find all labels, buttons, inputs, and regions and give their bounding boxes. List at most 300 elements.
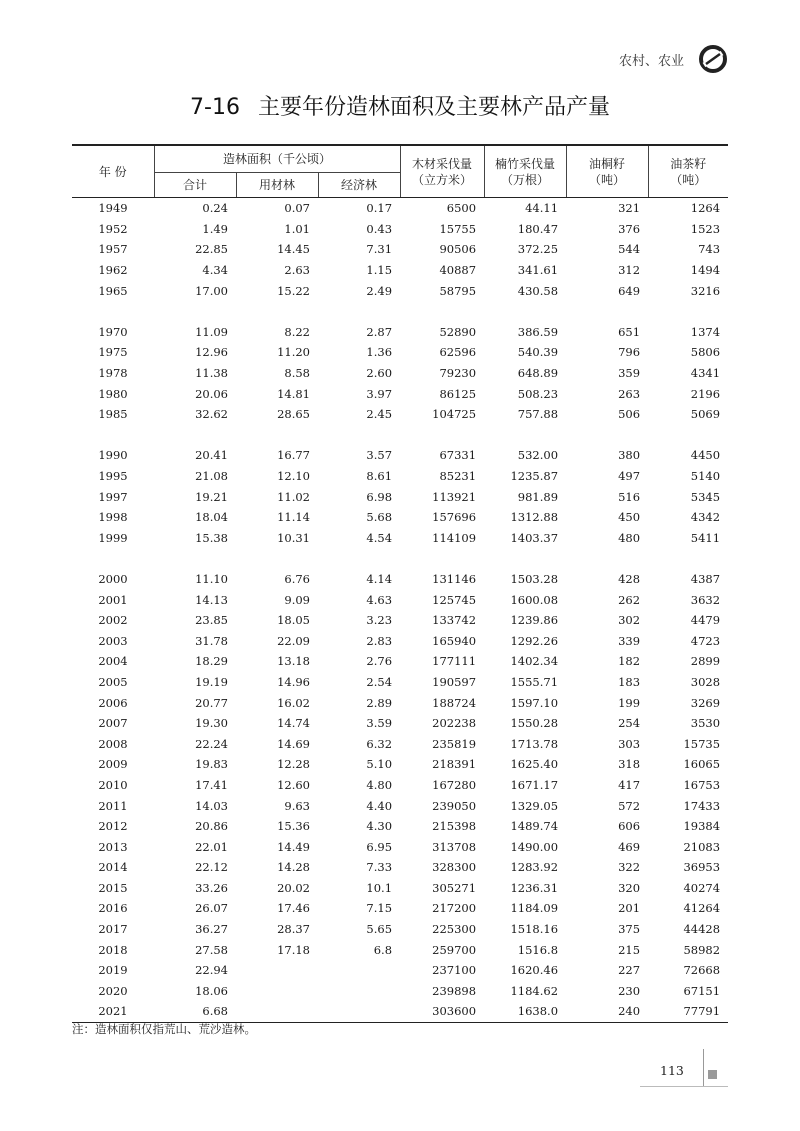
bamboo-harvest-cell: 1516.8 xyxy=(517,942,559,957)
bamboo-harvest-cell: 386.59 xyxy=(517,324,559,339)
year-cell: 2005 xyxy=(98,674,128,689)
timber-harvest-cell: 86125 xyxy=(439,386,477,401)
timber-forest-cell: 16.77 xyxy=(277,448,310,463)
timber-forest-cell: 14.49 xyxy=(277,839,310,854)
year-cell: 2009 xyxy=(98,757,128,772)
timber-harvest-cell: 114109 xyxy=(432,530,477,545)
bamboo-harvest-cell: 1292.26 xyxy=(510,633,559,648)
year-cell: 2004 xyxy=(98,654,128,669)
timber-harvest-cell: 67331 xyxy=(439,448,477,463)
tea-oil-seed-cell: 4342 xyxy=(690,510,721,525)
economic-forest-cell: 4.14 xyxy=(366,571,393,586)
year-cell: 1949 xyxy=(98,201,128,216)
tea-oil-seed-cell: 3216 xyxy=(690,283,721,298)
table-row xyxy=(72,239,728,260)
table-row xyxy=(72,466,728,487)
table-row xyxy=(72,445,728,466)
tung-seed-cell: 262 xyxy=(618,592,641,607)
spacer-cell xyxy=(72,425,728,446)
table-row xyxy=(72,816,728,837)
year-cell: 2008 xyxy=(98,736,128,751)
economic-forest-cell: 2.49 xyxy=(366,283,393,298)
bamboo-harvest-cell: 180.47 xyxy=(517,221,559,236)
timber-harvest-cell: 131146 xyxy=(432,571,477,586)
timber-harvest-cell: 52890 xyxy=(439,324,477,339)
timber-harvest-cell: 58795 xyxy=(439,283,477,298)
tea-oil-seed-cell: 4387 xyxy=(690,571,721,586)
tea-oil-seed-cell: 5345 xyxy=(690,489,721,504)
table-row xyxy=(72,713,728,734)
year-cell: 1997 xyxy=(98,489,128,504)
timber-harvest-cell: 15755 xyxy=(439,221,477,236)
total-cell: 22.24 xyxy=(195,736,228,751)
total-cell: 19.19 xyxy=(195,674,228,689)
tea-oil-seed-cell: 67151 xyxy=(683,983,721,998)
table-row xyxy=(72,569,728,590)
timber-forest-cell: 11.02 xyxy=(277,489,310,504)
page-number: 113 xyxy=(660,1063,684,1078)
year-cell: 2017 xyxy=(98,922,128,937)
year-cell: 2001 xyxy=(98,592,128,607)
year-cell: 1962 xyxy=(98,263,128,278)
year-cell: 1965 xyxy=(98,283,128,298)
header-total: 合计 xyxy=(154,173,236,198)
year-cell: 2007 xyxy=(98,716,128,731)
tung-seed-cell: 506 xyxy=(618,407,641,422)
timber-harvest-cell: 188724 xyxy=(432,695,477,710)
page-header xyxy=(619,44,728,74)
economic-forest-cell: 5.68 xyxy=(366,510,393,525)
economic-forest-cell: 4.40 xyxy=(366,798,393,813)
bamboo-harvest-cell: 1235.87 xyxy=(510,469,559,484)
timber-forest-cell: 11.20 xyxy=(277,345,310,360)
tung-seed-cell: 320 xyxy=(618,880,641,895)
page-title xyxy=(0,90,800,121)
tea-oil-seed-cell: 4723 xyxy=(690,633,721,648)
tung-seed-cell: 796 xyxy=(618,345,641,360)
bamboo-harvest-cell: 532.00 xyxy=(517,448,559,463)
bamboo-harvest-cell: 1329.05 xyxy=(510,798,559,813)
total-cell: 14.03 xyxy=(195,798,228,813)
table-row xyxy=(72,486,728,507)
tea-oil-seed-cell: 3028 xyxy=(690,674,721,689)
timber-forest-cell: 12.60 xyxy=(277,777,310,792)
timber-harvest-cell: 113921 xyxy=(432,489,477,504)
timber-forest-cell: 14.45 xyxy=(277,242,310,257)
timber-forest-cell: 0.07 xyxy=(284,201,310,216)
timber-forest-cell: 14.74 xyxy=(277,716,310,731)
year-cell: 1957 xyxy=(98,242,128,257)
total-cell: 1.49 xyxy=(202,221,228,236)
year-cell: 1952 xyxy=(98,221,128,236)
timber-harvest-cell: 85231 xyxy=(439,469,477,484)
group-spacer xyxy=(72,301,728,322)
economic-forest-cell: 7.15 xyxy=(366,901,393,916)
total-cell: 11.09 xyxy=(195,324,228,339)
year-cell: 2012 xyxy=(98,819,128,834)
timber-forest-cell: 12.28 xyxy=(277,757,310,772)
tung-seed-cell: 376 xyxy=(618,221,641,236)
economic-forest-cell: 4.63 xyxy=(366,592,393,607)
timber-harvest-cell: 165940 xyxy=(432,633,477,648)
year-cell: 2006 xyxy=(98,695,128,710)
tea-oil-seed-cell: 44428 xyxy=(683,922,721,937)
header-tung-seed: 油桐籽 （吨） xyxy=(566,145,648,198)
table-row xyxy=(72,939,728,960)
timber-forest-cell: 20.02 xyxy=(277,880,310,895)
tea-oil-seed-cell: 5140 xyxy=(690,469,721,484)
total-cell: 0.24 xyxy=(202,201,228,216)
tea-oil-seed-cell: 5069 xyxy=(690,407,721,422)
year-cell: 2016 xyxy=(98,901,128,916)
economic-forest-cell: 7.33 xyxy=(366,860,393,875)
year-cell: 2019 xyxy=(98,963,128,978)
total-cell: 18.06 xyxy=(195,983,228,998)
economic-forest-cell: 6.95 xyxy=(366,839,393,854)
year-cell: 2021 xyxy=(72,1001,154,1022)
economic-forest-cell xyxy=(318,1001,400,1022)
table-row xyxy=(72,528,728,549)
total-cell: 6.68 xyxy=(154,1001,236,1022)
timber-forest-cell xyxy=(236,1001,318,1022)
table-row xyxy=(72,610,728,631)
tea-oil-seed-cell: 19384 xyxy=(683,819,721,834)
table-title: 主要年份造林面积及主要林产品产量 xyxy=(257,95,610,120)
economic-forest-cell: 5.65 xyxy=(366,922,393,937)
footer-rule xyxy=(640,1086,728,1087)
year-cell: 1980 xyxy=(98,386,128,401)
table-row xyxy=(72,960,728,981)
timber-forest-cell: 14.81 xyxy=(277,386,310,401)
economic-forest-cell: 2.76 xyxy=(366,654,393,669)
bamboo-harvest-cell: 1283.92 xyxy=(510,860,559,875)
tung-seed-cell: 254 xyxy=(618,716,641,731)
tung-seed-cell: 417 xyxy=(618,777,641,792)
bamboo-harvest-cell: 648.89 xyxy=(517,366,559,381)
table-row xyxy=(72,589,728,610)
timber-harvest-cell: 6500 xyxy=(446,201,477,216)
table-row xyxy=(72,981,728,1002)
bamboo-harvest-cell: 1403.37 xyxy=(510,530,559,545)
tea-oil-seed-cell: 2899 xyxy=(690,654,721,669)
economic-forest-cell: 4.80 xyxy=(366,777,393,792)
total-cell: 15.38 xyxy=(195,530,228,545)
bamboo-harvest-cell: 1184.62 xyxy=(510,983,559,998)
bamboo-harvest-cell: 1489.74 xyxy=(510,819,559,834)
timber-forest-cell: 14.28 xyxy=(277,860,310,875)
timber-harvest-cell: 104725 xyxy=(432,407,477,422)
table-row xyxy=(72,857,728,878)
tung-seed-cell: 302 xyxy=(618,613,641,628)
year-cell: 2013 xyxy=(98,839,128,854)
year-cell: 1975 xyxy=(98,345,128,360)
table-body xyxy=(72,198,728,1023)
economic-forest-cell: 1.36 xyxy=(366,345,393,360)
group-spacer xyxy=(72,425,728,446)
timber-harvest-cell: 157696 xyxy=(432,510,477,525)
timber-harvest-cell: 313708 xyxy=(432,839,477,854)
tea-oil-seed-cell: 77791 xyxy=(648,1001,728,1022)
total-cell: 12.96 xyxy=(195,345,228,360)
tea-oil-seed-cell: 743 xyxy=(698,242,721,257)
total-cell: 23.85 xyxy=(195,613,228,628)
group-spacer xyxy=(72,548,728,569)
tung-seed-cell: 322 xyxy=(618,860,641,875)
tung-seed-cell: 469 xyxy=(618,839,641,854)
table-row xyxy=(72,260,728,281)
tung-seed-cell: 380 xyxy=(618,448,641,463)
table-row xyxy=(72,836,728,857)
total-cell: 33.26 xyxy=(195,880,228,895)
timber-harvest-cell: 218391 xyxy=(432,757,477,772)
total-cell: 11.38 xyxy=(195,366,228,381)
table-row xyxy=(72,651,728,672)
economic-forest-cell: 2.54 xyxy=(366,674,393,689)
total-cell: 17.00 xyxy=(195,283,228,298)
header-bamboo-harvest: 楠竹采伐量 （万根） xyxy=(484,145,566,198)
year-cell: 2002 xyxy=(98,613,128,628)
timber-forest-cell: 12.10 xyxy=(277,469,310,484)
total-cell: 27.58 xyxy=(195,942,228,957)
timber-forest-cell xyxy=(236,960,318,981)
timber-harvest-cell: 167280 xyxy=(432,777,477,792)
tung-seed-cell: 215 xyxy=(618,942,641,957)
bamboo-harvest-cell: 1503.28 xyxy=(510,571,559,586)
economic-forest-cell: 3.59 xyxy=(366,716,393,731)
bamboo-harvest-cell: 540.39 xyxy=(517,345,559,360)
year-cell: 2010 xyxy=(98,777,128,792)
economic-forest-cell: 1.15 xyxy=(366,263,393,278)
timber-harvest-cell: 303600 xyxy=(400,1001,484,1022)
economic-forest-cell: 2.45 xyxy=(366,407,393,422)
tea-oil-seed-cell: 72668 xyxy=(683,963,721,978)
tea-oil-seed-cell: 40274 xyxy=(683,880,721,895)
total-cell: 20.06 xyxy=(195,386,228,401)
spacer-cell xyxy=(72,548,728,569)
bamboo-harvest-cell: 1402.34 xyxy=(510,654,559,669)
economic-forest-cell: 6.8 xyxy=(373,942,393,957)
table-row xyxy=(72,322,728,343)
tung-seed-cell: 318 xyxy=(618,757,641,772)
bamboo-harvest-cell: 430.58 xyxy=(517,283,559,298)
table-row xyxy=(72,404,728,425)
tung-seed-cell: 428 xyxy=(618,571,641,586)
total-cell: 36.27 xyxy=(195,922,228,937)
bamboo-harvest-cell: 1312.88 xyxy=(510,510,559,525)
tea-oil-seed-cell: 21083 xyxy=(683,839,721,854)
total-cell: 22.85 xyxy=(195,242,228,257)
tung-seed-cell: 183 xyxy=(618,674,641,689)
timber-forest-cell: 22.09 xyxy=(277,633,310,648)
total-cell: 26.07 xyxy=(195,901,228,916)
tung-seed-cell: 649 xyxy=(618,283,641,298)
bamboo-harvest-cell: 1550.28 xyxy=(510,716,559,731)
table-row xyxy=(72,219,728,240)
tea-oil-seed-cell: 3632 xyxy=(690,592,721,607)
timber-forest-cell: 16.02 xyxy=(277,695,310,710)
header-afforestation-area: 造林面积（千公顷） xyxy=(154,145,400,173)
timber-forest-cell: 14.69 xyxy=(277,736,310,751)
tung-seed-cell: 263 xyxy=(618,386,641,401)
tea-oil-seed-cell: 58982 xyxy=(683,942,721,957)
tung-seed-cell: 312 xyxy=(618,263,641,278)
bamboo-harvest-cell: 1236.31 xyxy=(510,880,559,895)
bamboo-harvest-cell: 981.89 xyxy=(517,489,559,504)
tung-seed-cell: 497 xyxy=(618,469,641,484)
tung-seed-cell: 321 xyxy=(618,201,641,216)
tea-oil-seed-cell: 3530 xyxy=(690,716,721,731)
tung-seed-cell: 303 xyxy=(618,736,641,751)
timber-forest-cell: 15.22 xyxy=(277,283,310,298)
tea-oil-seed-cell: 16065 xyxy=(683,757,721,772)
tung-seed-cell: 201 xyxy=(618,901,641,916)
timber-harvest-cell: 62596 xyxy=(439,345,477,360)
bamboo-harvest-cell: 372.25 xyxy=(517,242,559,257)
bamboo-harvest-cell: 1555.71 xyxy=(510,674,559,689)
economic-forest-cell xyxy=(318,981,400,1002)
timber-forest-cell: 6.76 xyxy=(284,571,310,586)
year-cell: 2000 xyxy=(98,571,128,586)
footnote: 注：造林面积仅指荒山、荒沙造林。 xyxy=(72,1022,256,1036)
timber-harvest-cell: 202238 xyxy=(432,716,477,731)
total-cell: 22.12 xyxy=(195,860,228,875)
total-cell: 31.78 xyxy=(195,633,228,648)
total-cell: 17.41 xyxy=(195,777,228,792)
tea-oil-seed-cell: 4450 xyxy=(690,448,721,463)
timber-harvest-cell: 328300 xyxy=(432,860,477,875)
bamboo-harvest-cell: 1184.09 xyxy=(510,901,559,916)
timber-harvest-cell: 239050 xyxy=(432,798,477,813)
economic-forest-cell xyxy=(318,960,400,981)
tea-oil-seed-cell: 36953 xyxy=(683,860,721,875)
year-cell: 2003 xyxy=(98,633,128,648)
tung-seed-cell: 544 xyxy=(618,242,641,257)
bamboo-harvest-cell: 1671.17 xyxy=(510,777,559,792)
year-cell: 2014 xyxy=(98,860,128,875)
table-row xyxy=(72,878,728,899)
tea-oil-seed-cell: 16753 xyxy=(683,777,721,792)
tea-oil-seed-cell: 4479 xyxy=(690,613,721,628)
timber-forest-cell: 15.36 xyxy=(277,819,310,834)
table-row xyxy=(72,672,728,693)
spacer-cell xyxy=(72,301,728,322)
economic-forest-cell: 3.23 xyxy=(366,613,393,628)
economic-forest-cell: 3.97 xyxy=(366,386,393,401)
tea-oil-seed-cell: 3269 xyxy=(690,695,721,710)
timber-harvest-cell: 125745 xyxy=(432,592,477,607)
economic-forest-cell: 6.32 xyxy=(366,736,393,751)
timber-forest-cell: 9.63 xyxy=(284,798,310,813)
bamboo-harvest-cell: 1625.40 xyxy=(510,757,559,772)
year-cell: 1998 xyxy=(98,510,128,525)
tung-seed-cell: 230 xyxy=(618,983,641,998)
economic-forest-cell: 8.61 xyxy=(366,469,393,484)
year-cell: 1985 xyxy=(98,407,128,422)
tung-seed-cell: 375 xyxy=(618,922,641,937)
tea-oil-seed-cell: 1494 xyxy=(690,263,721,278)
header-tea-oil-seed: 油茶籽 （吨） xyxy=(648,145,728,198)
year-cell: 1995 xyxy=(98,469,128,484)
table-row xyxy=(72,198,728,219)
bamboo-harvest-cell: 1490.00 xyxy=(510,839,559,854)
tea-oil-seed-cell: 2196 xyxy=(690,386,721,401)
year-cell: 2011 xyxy=(98,798,128,813)
timber-harvest-cell: 305271 xyxy=(432,880,477,895)
tea-oil-seed-cell: 1374 xyxy=(690,324,721,339)
timber-forest-cell: 13.18 xyxy=(277,654,310,669)
year-cell: 2015 xyxy=(98,880,128,895)
year-cell: 1990 xyxy=(98,448,128,463)
total-cell: 21.08 xyxy=(195,469,228,484)
total-cell: 18.29 xyxy=(195,654,228,669)
timber-forest-cell xyxy=(236,981,318,1002)
tea-oil-seed-cell: 15735 xyxy=(683,736,721,751)
year-cell: 2020 xyxy=(98,983,128,998)
tea-oil-seed-cell: 1523 xyxy=(690,221,721,236)
timber-forest-cell: 17.46 xyxy=(277,901,310,916)
tung-seed-cell: 359 xyxy=(618,366,641,381)
timber-harvest-cell: 177111 xyxy=(432,654,477,669)
table-row xyxy=(72,630,728,651)
total-cell: 32.62 xyxy=(195,407,228,422)
tung-seed-cell: 199 xyxy=(618,695,641,710)
timber-forest-cell: 28.65 xyxy=(277,407,310,422)
economic-forest-cell: 7.31 xyxy=(366,242,393,257)
economic-forest-cell: 10.1 xyxy=(366,880,393,895)
tung-seed-cell: 182 xyxy=(618,654,641,669)
page-marker-square xyxy=(708,1070,717,1079)
timber-forest-cell: 18.05 xyxy=(277,613,310,628)
table-row xyxy=(72,363,728,384)
tea-oil-seed-cell: 5411 xyxy=(690,530,721,545)
total-cell: 19.21 xyxy=(195,489,228,504)
timber-forest-cell: 28.37 xyxy=(277,922,310,937)
timber-harvest-cell: 217200 xyxy=(432,901,477,916)
timber-harvest-cell: 40887 xyxy=(439,263,477,278)
total-cell: 19.83 xyxy=(195,757,228,772)
bamboo-harvest-cell: 1239.86 xyxy=(510,613,559,628)
tung-seed-cell: 572 xyxy=(618,798,641,813)
table-row xyxy=(72,754,728,775)
tung-seed-cell: 240 xyxy=(566,1001,648,1022)
bamboo-harvest-cell: 1518.16 xyxy=(510,922,559,937)
year-cell: 1978 xyxy=(98,366,128,381)
total-cell: 22.01 xyxy=(195,839,228,854)
header-year: 年 份 xyxy=(72,145,154,198)
timber-harvest-cell: 237100 xyxy=(432,963,477,978)
timber-forest-cell: 9.09 xyxy=(284,592,310,607)
total-cell: 4.34 xyxy=(202,263,228,278)
tung-seed-cell: 450 xyxy=(618,510,641,525)
timber-harvest-cell: 259700 xyxy=(432,942,477,957)
tung-seed-cell: 606 xyxy=(618,819,641,834)
tung-seed-cell: 227 xyxy=(618,963,641,978)
bamboo-harvest-cell: 508.23 xyxy=(517,386,559,401)
timber-harvest-cell: 225300 xyxy=(432,922,477,937)
year-cell: 1970 xyxy=(98,324,128,339)
page-divider xyxy=(703,1049,704,1087)
table-row xyxy=(72,775,728,796)
economic-forest-cell: 0.17 xyxy=(366,201,393,216)
total-cell: 18.04 xyxy=(195,510,228,525)
timber-forest-cell: 2.63 xyxy=(284,263,310,278)
table-row xyxy=(72,692,728,713)
timber-harvest-cell: 239898 xyxy=(432,983,477,998)
bamboo-harvest-cell: 44.11 xyxy=(525,201,559,216)
total-cell: 14.13 xyxy=(195,592,228,607)
table-row xyxy=(72,733,728,754)
bamboo-harvest-cell: 341.61 xyxy=(517,263,559,278)
